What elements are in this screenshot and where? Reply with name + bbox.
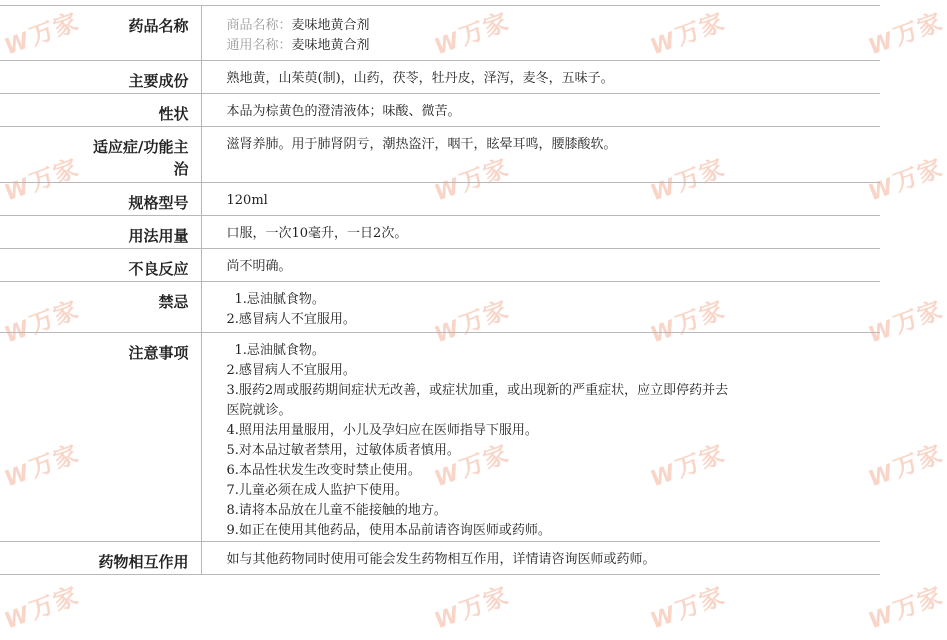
label-drug-interactions: 药物相互作用 bbox=[0, 542, 201, 575]
list-item: 6.本品性状发生改变时禁止使用。 bbox=[226, 463, 421, 478]
drug-info-table bbox=[0, 5, 880, 575]
list-item: 1.忌油腻食物。 bbox=[234, 292, 325, 307]
list-item: 3.服药2周或服药期间症状无改善，或症状加重，或出现新的严重症状，应立即停药并去 bbox=[226, 383, 729, 398]
list-item: 医院就诊。 bbox=[226, 403, 292, 418]
row-adverse-reactions bbox=[0, 249, 880, 282]
watermark: W万家 bbox=[1, 153, 83, 207]
common-name-prefix: 通用名称： bbox=[226, 38, 292, 53]
label-spec: 规格型号 bbox=[0, 183, 201, 216]
label-contraindications: 禁忌 bbox=[0, 282, 201, 333]
common-name-value: 麦味地黄合剂 bbox=[291, 38, 370, 53]
trade-name-prefix: 商品名称： bbox=[226, 18, 292, 33]
list-item: 1.忌油腻食物。 bbox=[234, 343, 325, 358]
value-ingredients: 熟地黄，山茱萸(制)，山药，茯苓，牡丹皮，泽泻，麦冬，五味子。 bbox=[201, 61, 880, 94]
watermark: W万家 bbox=[431, 439, 513, 493]
row-drug-name bbox=[0, 6, 880, 61]
watermark: W万家 bbox=[865, 439, 947, 493]
watermark: W万家 bbox=[647, 439, 729, 493]
row-indications bbox=[0, 127, 880, 183]
row-drug-interactions bbox=[0, 542, 880, 575]
row-spec bbox=[0, 183, 880, 216]
watermark: W万家 bbox=[1, 295, 83, 349]
value-dosage: 口服，一次10毫升，一日2次。 bbox=[201, 216, 880, 249]
watermark: W万家 bbox=[1, 7, 83, 61]
value-precautions bbox=[201, 333, 880, 542]
watermark: W万家 bbox=[431, 581, 513, 635]
row-ingredients bbox=[0, 61, 880, 94]
watermark: W万家 bbox=[647, 153, 729, 207]
value-drug-name bbox=[201, 6, 880, 61]
watermark: W万家 bbox=[647, 295, 729, 349]
watermark: W万家 bbox=[647, 7, 729, 61]
list-item: 8.请将本品放在儿童不能接触的地方。 bbox=[226, 503, 447, 518]
value-spec: 120ml bbox=[201, 183, 880, 216]
label-precautions: 注意事项 bbox=[0, 333, 201, 542]
watermark: W万家 bbox=[865, 581, 947, 635]
label-ingredients: 主要成份 bbox=[0, 61, 201, 94]
value-contraindications bbox=[201, 282, 880, 333]
row-contraindications bbox=[0, 282, 880, 333]
label-indications-line1: 适应症/功能主 bbox=[93, 138, 189, 156]
value-adverse-reactions: 尚不明确。 bbox=[201, 249, 880, 282]
watermark: W万家 bbox=[865, 7, 947, 61]
watermark: W万家 bbox=[1, 581, 83, 635]
watermark: W万家 bbox=[431, 153, 513, 207]
watermark: W万家 bbox=[865, 153, 947, 207]
label-adverse-reactions: 不良反应 bbox=[0, 249, 201, 282]
watermark: W万家 bbox=[431, 295, 513, 349]
watermark: W万家 bbox=[1, 439, 83, 493]
common-name-line bbox=[227, 36, 881, 56]
value-appearance: 本品为棕黄色的澄清液体；味酸、微苦。 bbox=[201, 94, 880, 127]
watermark: W万家 bbox=[647, 581, 729, 635]
trade-name-line bbox=[227, 16, 881, 36]
value-drug-interactions: 如与其他药物同时使用可能会发生药物相互作用，详情请咨询医师或药师。 bbox=[201, 542, 880, 575]
label-indications bbox=[0, 127, 201, 183]
list-item: 9.如正在使用其他药品，使用本品前请咨询医师或药师。 bbox=[226, 523, 551, 538]
trade-name-value: 麦味地黄合剂 bbox=[291, 18, 370, 33]
row-precautions bbox=[0, 333, 880, 542]
watermark: W万家 bbox=[865, 295, 947, 349]
list-item: 4.照用法用量服用，小儿及孕妇应在医师指导下服用。 bbox=[226, 423, 538, 438]
label-drug-name: 药品名称 bbox=[0, 6, 201, 61]
row-dosage bbox=[0, 216, 880, 249]
value-indications: 滋肾养肺。用于肺肾阴亏，潮热盗汗，咽干，眩晕耳鸣，腰膝酸软。 bbox=[201, 127, 880, 183]
list-item: 2.感冒病人不宜服用。 bbox=[226, 312, 356, 327]
watermark: W万家 bbox=[431, 7, 513, 61]
list-item: 5.对本品过敏者禁用，过敏体质者慎用。 bbox=[226, 443, 460, 458]
list-item: 7.儿童必须在成人监护下使用。 bbox=[226, 483, 408, 498]
label-indications-line2: 治 bbox=[173, 160, 189, 178]
row-appearance bbox=[0, 94, 880, 127]
label-dosage: 用法用量 bbox=[0, 216, 201, 249]
label-appearance: 性状 bbox=[0, 94, 201, 127]
list-item: 2.感冒病人不宜服用。 bbox=[226, 363, 356, 378]
